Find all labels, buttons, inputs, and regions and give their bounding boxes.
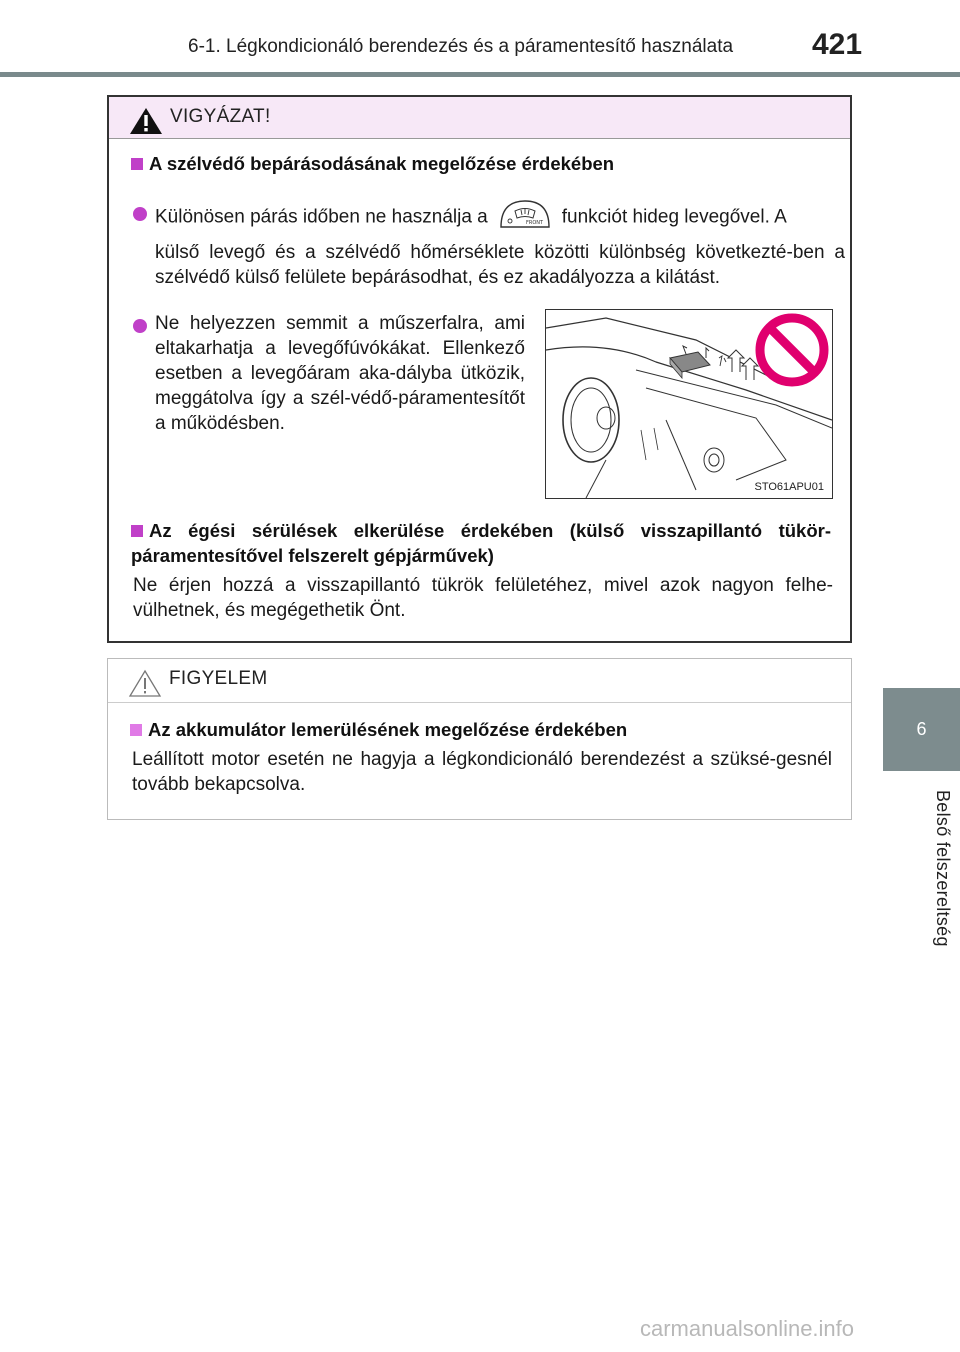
bullet1-line: Különösen párás időben ne használja a FRONT funkciót hideg levegővel. A <box>155 199 845 236</box>
running-header: 6-1. Légkondicionáló berendezés és a páramentesítő használata <box>188 36 734 57</box>
notice-label: FIGYELEM <box>169 668 268 689</box>
watermark: carmanualsonline.info <box>640 1316 855 1341</box>
section-title-battery: Az akkumulátor lemerülésének megelőzése érdekében <box>130 719 627 741</box>
warning-box <box>107 95 852 643</box>
chapter-label: Belső felszereltség <box>933 790 953 947</box>
bullet-icon <box>133 207 147 221</box>
svg-text:FRONT: FRONT <box>525 220 543 226</box>
section-title-burns: Az égési sérülések elkerülése érdekében (külső visszapillantó tükör-páramentesítővel felszerelt gépjárművek) <box>131 520 831 566</box>
figure-caption: STO61APU01 <box>754 481 824 493</box>
section-title-defog: A szélvédő bepárásodásának megelőzése érdekében <box>131 153 614 175</box>
dashboard-drawing <box>546 310 832 498</box>
front-defroster-button-icon <box>498 199 552 236</box>
warning-label: VIGYÁZAT! <box>170 106 271 127</box>
warning-triangle-icon <box>129 107 163 135</box>
warning-header <box>109 97 850 139</box>
bullet-icon <box>133 319 147 333</box>
section2-text: Ne érjen hozzá a visszapillantó tükrök felületéhez, mivel azok nagyon felhe-vülhetnek, és megégethetik Önt. <box>133 575 833 621</box>
header-rule <box>0 72 960 77</box>
chapter-number: 6 <box>916 719 927 739</box>
dashboard-illustration <box>545 309 833 499</box>
notice-text: Leállított motor esetén ne hagyja a légkondicionáló berendezést a szüksé-gesnél tovább bekapcsolva. <box>132 749 832 795</box>
page-number: 421 <box>812 28 863 61</box>
bullet2-text: Ne helyezzen semmit a műszerfalra, ami eltakarhatja a levegőfúvókákat. Ellenkező esetben a levegőáram aka-dályba ütközik, meggátolva így a szél-védő-páramentesítőt a működésben. <box>155 313 525 434</box>
notice-box <box>107 658 852 820</box>
caution-triangle-icon <box>128 669 162 697</box>
section-square-icon <box>130 724 142 736</box>
notice-header <box>108 659 851 703</box>
section-square-icon <box>131 158 143 170</box>
section-square-icon <box>131 525 143 537</box>
chapter-tab <box>883 688 960 771</box>
bullet1-continuation: külső levegő és a szélvédő hőmérséklete közötti különbség következté-ben a szélvédő külső felülete bepárásodhat, és ez akadályozza a kilátást. <box>155 242 845 288</box>
